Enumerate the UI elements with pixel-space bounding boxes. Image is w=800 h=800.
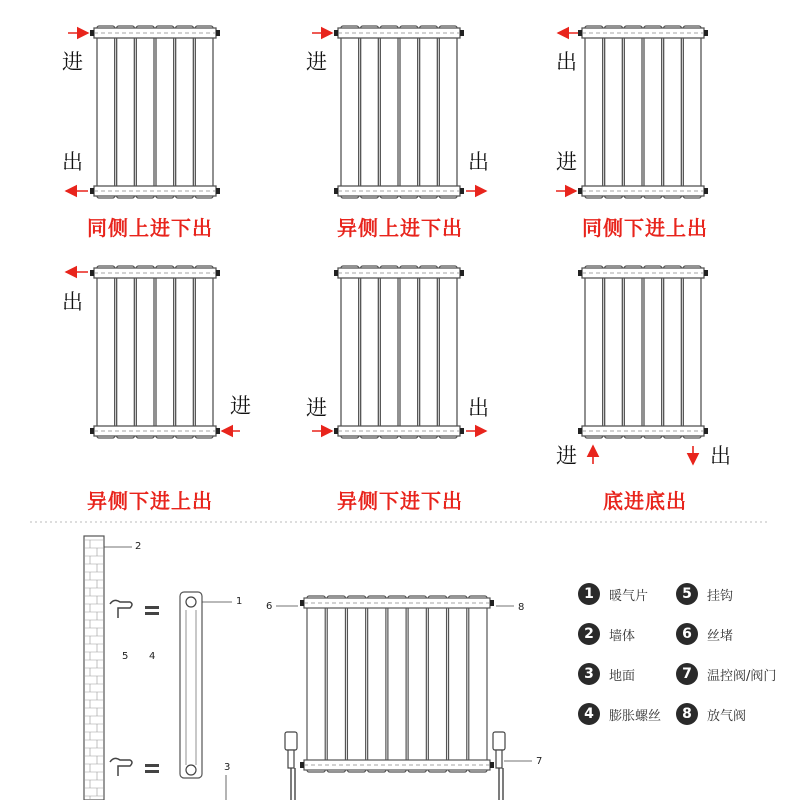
panel-caption-4: 异侧下进上出 xyxy=(87,489,213,513)
end-plug xyxy=(216,30,220,36)
valve-head xyxy=(285,732,297,750)
end-plug xyxy=(216,188,220,194)
legend-label: 暖气片 xyxy=(609,588,649,604)
end-plug xyxy=(704,428,708,434)
inlet-label: 进 xyxy=(556,444,577,468)
end-plug xyxy=(460,30,464,36)
valve-head xyxy=(493,732,505,750)
radiator-column xyxy=(347,596,365,772)
radiator-header xyxy=(94,186,216,196)
radiator-column xyxy=(624,26,642,198)
outlet-label: 出 xyxy=(62,150,83,174)
end-plug xyxy=(300,762,304,768)
installation-drawing xyxy=(30,522,770,800)
end-plug xyxy=(578,30,582,36)
legend-item xyxy=(578,702,661,726)
part-number-1: 1 xyxy=(236,596,243,607)
end-plug xyxy=(334,428,338,434)
legend-label: 放气阀 xyxy=(707,708,747,724)
legend-label: 丝堵 xyxy=(707,628,734,644)
radiator-header xyxy=(582,28,704,38)
legend-number-badge: 4 xyxy=(578,703,600,725)
inlet-label: 进 xyxy=(306,50,327,74)
radiator-column xyxy=(624,266,642,438)
inlet-label: 进 xyxy=(556,150,577,174)
radiator-column xyxy=(117,266,135,438)
radiator-column xyxy=(361,266,379,438)
legend-number-badge: 8 xyxy=(676,703,698,725)
radiator-column xyxy=(388,596,406,772)
end-plug xyxy=(216,428,220,434)
legend-number-badge: 5 xyxy=(676,583,698,605)
radiator-header xyxy=(94,426,216,436)
hook-bracket xyxy=(110,600,159,618)
legend-item xyxy=(676,582,733,606)
end-plug xyxy=(460,188,464,194)
end-plug xyxy=(704,270,708,276)
screw-icon xyxy=(145,770,159,773)
radiator-column xyxy=(428,596,446,772)
radiator-header xyxy=(582,426,704,436)
radiator-column xyxy=(605,26,623,198)
outlet-label: 出 xyxy=(468,396,489,420)
radiator-header xyxy=(338,268,460,278)
radiator-column xyxy=(408,596,426,772)
part-number-6: 6 xyxy=(266,601,273,612)
part-number-8: 8 xyxy=(518,602,525,613)
radiator-icon xyxy=(334,26,464,198)
pipe-end-circle xyxy=(186,765,196,775)
part-number-5: 5 xyxy=(122,651,129,662)
end-plug xyxy=(90,188,94,194)
radiator-column xyxy=(195,266,213,438)
legend-label: 地面 xyxy=(609,668,636,684)
radiator-column xyxy=(156,266,174,438)
radiator-column xyxy=(341,26,359,198)
radiator-column xyxy=(136,26,154,198)
end-plug xyxy=(216,270,220,276)
radiator-column xyxy=(380,266,398,438)
legend-label: 墙体 xyxy=(609,628,636,644)
radiator-column xyxy=(97,26,115,198)
radiator-side-view xyxy=(180,592,202,778)
radiator-column xyxy=(176,26,194,198)
legend-item xyxy=(676,702,746,726)
radiator-column xyxy=(307,596,325,772)
radiator-column xyxy=(176,266,194,438)
legend-item xyxy=(578,582,648,606)
radiator-column xyxy=(341,266,359,438)
radiator-icon xyxy=(578,26,708,198)
hook-icon xyxy=(110,600,132,618)
end-plug xyxy=(334,270,338,276)
valve-icon xyxy=(285,732,297,800)
part-number-3: 3 xyxy=(224,762,231,773)
radiator-column xyxy=(585,26,603,198)
radiator-column xyxy=(605,266,623,438)
radiator-column xyxy=(439,266,457,438)
wall-section xyxy=(84,536,104,800)
radiator-header xyxy=(338,426,460,436)
radiator-header xyxy=(94,268,216,278)
end-plug xyxy=(90,270,94,276)
end-plug xyxy=(578,428,582,434)
panel-caption-5: 异侧下进下出 xyxy=(337,489,463,513)
legend-label: 温控阀/阀门 xyxy=(707,668,777,684)
radiator-column xyxy=(420,266,438,438)
radiator-column xyxy=(664,26,682,198)
valve-body xyxy=(496,750,502,768)
radiator-column xyxy=(380,26,398,198)
part-number-4: 4 xyxy=(149,651,156,662)
panel-caption-3: 同侧下进上出 xyxy=(582,216,708,240)
radiator-column xyxy=(368,596,386,772)
hook-bracket xyxy=(110,758,159,776)
radiator-column xyxy=(400,266,418,438)
panel-caption-6: 底进底出 xyxy=(603,489,687,513)
radiator-column xyxy=(136,266,154,438)
screw-icon xyxy=(145,764,159,767)
outlet-label: 出 xyxy=(710,444,731,468)
outlet-label: 出 xyxy=(468,150,489,174)
end-plug xyxy=(704,188,708,194)
radiator-column xyxy=(117,26,135,198)
valve-icon xyxy=(493,732,505,800)
part-number-7: 7 xyxy=(536,756,543,767)
radiator-column xyxy=(97,266,115,438)
legend-label: 膨胀螺丝 xyxy=(609,708,662,724)
radiator-header xyxy=(94,28,216,38)
radiator-column xyxy=(449,596,467,772)
legend-number-badge: 7 xyxy=(676,663,698,685)
end-plug xyxy=(90,428,94,434)
radiator-icon xyxy=(90,26,220,198)
radiator-icon xyxy=(90,266,220,438)
screw-icon xyxy=(145,606,159,609)
valve-body xyxy=(288,750,294,768)
legend-label: 挂钩 xyxy=(707,588,734,604)
inlet-label: 进 xyxy=(230,394,251,418)
radiator-header xyxy=(582,268,704,278)
radiator-header xyxy=(338,28,460,38)
end-plug xyxy=(578,270,582,276)
end-plug xyxy=(90,30,94,36)
radiator-column xyxy=(585,266,603,438)
radiator-column xyxy=(644,26,662,198)
legend-item xyxy=(578,622,635,646)
radiator-column xyxy=(683,26,701,198)
radiator-header xyxy=(338,186,460,196)
end-plug xyxy=(460,428,464,434)
radiator-column xyxy=(420,26,438,198)
radiator-column xyxy=(683,266,701,438)
end-plug xyxy=(334,188,338,194)
legend-number-badge: 6 xyxy=(676,623,698,645)
end-plug xyxy=(704,30,708,36)
end-plug xyxy=(578,188,582,194)
side-outline xyxy=(180,592,202,778)
outlet-label: 出 xyxy=(556,50,577,74)
pipe-end-circle xyxy=(186,597,196,607)
legend-number-badge: 2 xyxy=(578,623,600,645)
radiator-column xyxy=(664,266,682,438)
end-plug xyxy=(300,600,304,606)
inlet-label: 进 xyxy=(306,396,327,420)
legend-number-badge: 3 xyxy=(578,663,600,685)
radiator-icon xyxy=(578,266,708,438)
panel-caption-2: 异侧上进下出 xyxy=(337,216,463,240)
radiator-column xyxy=(361,26,379,198)
legend-item xyxy=(676,622,733,646)
end-plug xyxy=(460,270,464,276)
radiator-column xyxy=(644,266,662,438)
legend-number-badge: 1 xyxy=(578,583,600,605)
screw-icon xyxy=(145,612,159,615)
hook-icon xyxy=(110,758,132,776)
radiator-header xyxy=(582,186,704,196)
legend-item xyxy=(676,662,776,686)
outlet-label: 出 xyxy=(62,290,83,314)
inlet-label: 进 xyxy=(62,50,83,74)
radiator-column xyxy=(195,26,213,198)
end-plug xyxy=(490,762,494,768)
radiator-column xyxy=(400,26,418,198)
radiator-icon xyxy=(334,266,464,438)
radiator-column xyxy=(439,26,457,198)
panel-caption-1: 同侧上进下出 xyxy=(87,216,213,240)
end-plug xyxy=(334,30,338,36)
radiator-column xyxy=(156,26,174,198)
radiator-column xyxy=(469,596,487,772)
legend-item xyxy=(578,662,635,686)
radiator-column xyxy=(327,596,345,772)
part-number-2: 2 xyxy=(135,541,142,552)
end-plug xyxy=(490,600,494,606)
radiator-icon xyxy=(300,596,494,772)
